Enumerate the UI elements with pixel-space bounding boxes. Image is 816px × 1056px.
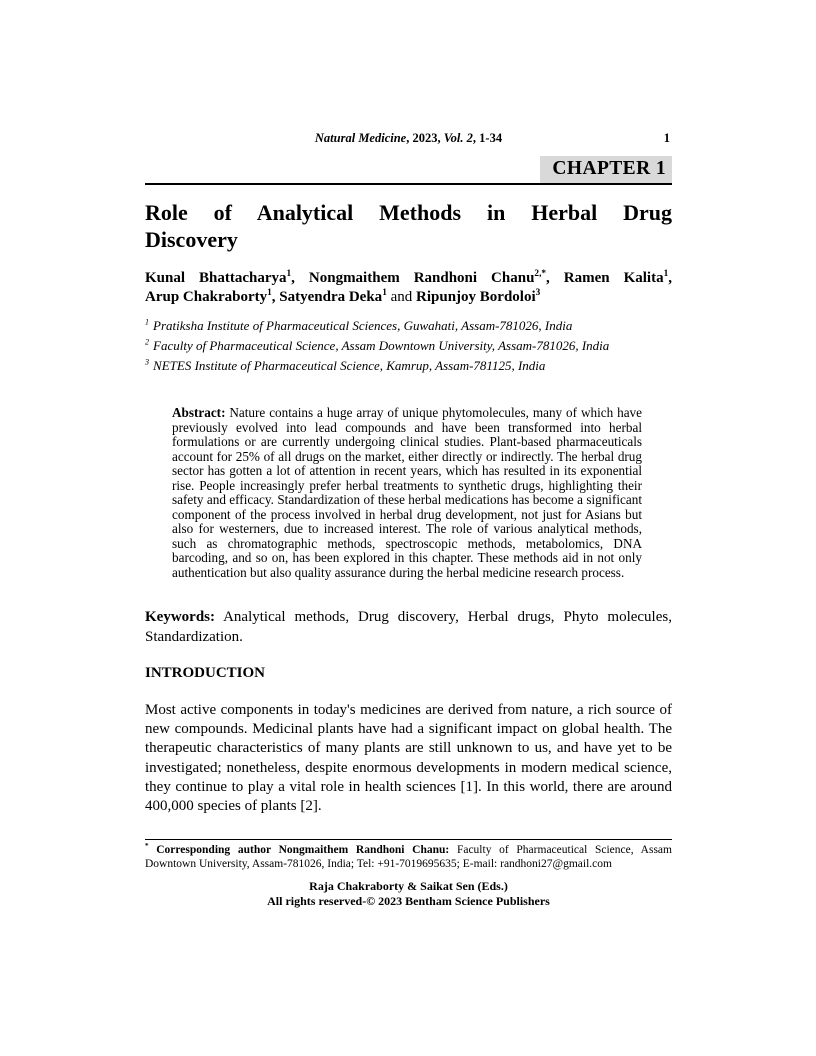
introduction-paragraph: Most active components in today's medicines are derived from nature, a rich source of new compounds. Medicinal plants have had a significant impact on global health. The therapeutic characteristics of many plants are still unknown to us, and have yet to be investigated; nonetheless, despite enormous developments in modern medical science, they continue to play a vital role in health sciences [1]. In this world, there are around 400,000 species of plants [2]. <box>145 702 672 815</box>
affiliation-text: Pratiksha Institute of Pharmaceutical Sciences, Guwahati, Assam-781026, India <box>153 318 573 333</box>
affiliation-item <box>145 336 672 356</box>
affiliations-block <box>145 316 672 376</box>
chapter-banner-row <box>145 156 672 185</box>
page-footer <box>145 879 672 908</box>
chapter-banner: CHAPTER 1 <box>540 156 672 183</box>
keywords-label: Keywords: <box>145 609 215 625</box>
chapter-title-line-2: Discovery <box>145 227 238 252</box>
affiliation-marker: 1 <box>145 317 150 327</box>
abstract-label: Abstract: <box>172 405 226 420</box>
chapter-title <box>145 199 672 253</box>
footnote-rule <box>145 839 672 840</box>
authors-line: Arup Chakraborty$^1$, Satyendra Deka$^1$ and Ripunjoy Bordoloi$^3$ <box>145 288 541 305</box>
authors-line: Kunal Bhattacharya$^1$, Nongmaithem Randhoni Chanu$^{2,*}$, Ramen Kalita$^1$, <box>145 269 672 286</box>
affiliation-marker: 3 <box>145 357 150 367</box>
running-header <box>145 131 672 146</box>
abstract-paragraph <box>172 406 642 580</box>
affiliation-text: Faculty of Pharmaceutical Science, Assam Downtown University, Assam-781026, India <box>153 338 610 353</box>
section-heading-introduction: INTRODUCTION <box>145 665 266 681</box>
footer-rights-line: All rights reserved-© 2023 Bentham Science Publishers <box>267 893 550 908</box>
affiliation-text: NETES Institute of Pharmaceutical Science, Kamrup, Assam-781125, India <box>153 358 546 373</box>
footer-editors-line: Raja Chakraborty & Saikat Sen (Eds.) <box>309 879 508 894</box>
chapter-title-line-1: Role of Analytical Methods in Herbal Drug <box>145 200 672 225</box>
journal-citation: Natural Medicine, 2023, Vol. 2, 1-34 <box>314 131 503 145</box>
affiliation-item <box>145 356 672 376</box>
authors-block <box>145 269 672 307</box>
page-number: 1 <box>663 131 670 145</box>
corresponding-author-footnote: * Corresponding author Nongmaithem Randhoni Chanu: Faculty of Pharmaceutical Science, Assam Downtown University, Assam-781026, India; Tel: +91-7019695635; E-mail: randhoni27@gmail.com <box>145 842 672 870</box>
abstract-text: Nature contains a huge array of unique phytomolecules, many of which have previously evolved into lead compounds and have been transformed into herbal formulations or are currently undergoing clinical studies. Plant-based pharmaceuticals account for 25% of all drugs on the market, either directly or indirectly. The herbal drug sector has gotten a lot of attention in recent years, which has resulted in its exponential rise. People increasingly prefer herbal treatments to synthetic drugs, highlighting their safety and efficacy. Standardization of these herbal medications has become a significant component of the process involved in herbal drug development, not just for Asians but also for westerners, due to increased interest. The role of various analytical methods, such as chromatographic methods, spectroscopic methods, metabolomics, DNA barcoding, and so on, has been explored in this chapter. These methods aid in not only authentication but also quality assurance during the herbal medicine research process. <box>172 405 642 580</box>
keywords-text: Analytical methods, Drug discovery, Herbal drugs, Phyto molecules, Standardization. <box>145 609 672 645</box>
affiliation-item <box>145 316 672 336</box>
affiliation-marker: 2 <box>145 337 150 347</box>
keywords-paragraph <box>145 608 672 647</box>
